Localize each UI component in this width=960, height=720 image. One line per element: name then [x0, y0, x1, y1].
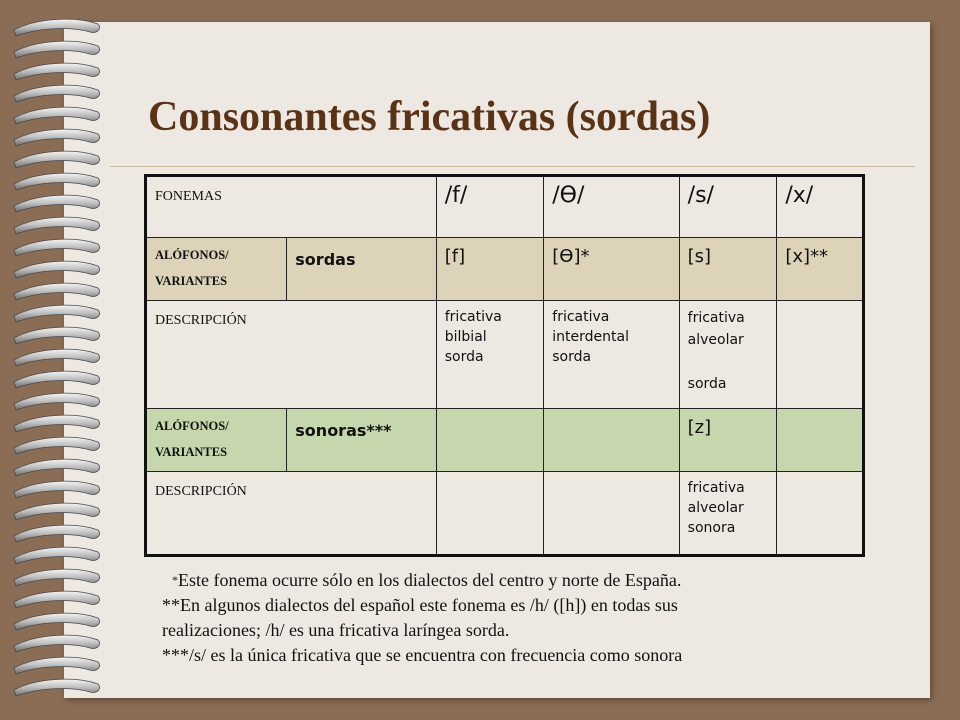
title-divider	[110, 166, 915, 167]
desc-line: alveolar	[687, 500, 744, 516]
desc-line: bilbial	[444, 329, 487, 345]
alofono-cell	[436, 409, 544, 472]
descripcion-cell	[679, 301, 777, 409]
footnote-1	[162, 568, 922, 593]
alofono-cell	[777, 409, 864, 472]
sordas-label: sordas	[287, 238, 436, 301]
table-row-alofonos-sonoras	[146, 409, 864, 472]
alofono-cell: [ϴ]*	[544, 238, 679, 301]
fonema-cell: /f/	[436, 176, 544, 238]
alofonos-label-line2: VARIANTES	[155, 445, 228, 459]
footnotes	[162, 568, 922, 668]
desc-line: sorda	[552, 349, 592, 365]
footnote-2-line2: realizaciones; /h/ es una fricativa laríngea sorda.	[162, 620, 510, 640]
desc-line: fricativa	[687, 310, 745, 326]
alofonos-label-line1: ALÓFONOS/	[155, 419, 229, 433]
spiral-ring	[14, 217, 100, 234]
empty-cell	[436, 472, 544, 556]
descripcion-label: DESCRIPCIÓN	[146, 472, 437, 556]
fonema-cell: /s/	[679, 176, 777, 238]
alofonos-label-line2: VARIANTES	[155, 274, 228, 288]
spiral-ring	[14, 569, 100, 586]
desc-line: fricativa	[687, 480, 745, 496]
spiral-ring	[14, 107, 100, 124]
alofono-cell: [x]**	[777, 238, 864, 301]
table-row-alofonos-sordas	[146, 238, 864, 301]
spiral-ring	[14, 261, 100, 278]
alofono-cell: [f]	[436, 238, 544, 301]
spiral-ring	[14, 85, 100, 102]
slide-title: Consonantes fricativas (sordas)	[148, 94, 711, 140]
spiral-ring	[14, 195, 100, 212]
spiral-ring	[14, 63, 100, 80]
spiral-ring	[14, 129, 100, 146]
spiral-ring	[14, 613, 100, 630]
spiral-ring	[14, 371, 100, 388]
footnote-star: *	[172, 573, 178, 587]
alofono-cell: [z]	[679, 409, 777, 472]
spiral-ring	[14, 19, 100, 36]
descripcion-cell	[436, 301, 544, 409]
fonema-cell: /ϴ/	[544, 176, 679, 238]
alofonos-label	[146, 238, 287, 301]
sonoras-label: sonoras***	[287, 409, 436, 472]
spiral-ring	[14, 657, 100, 674]
alofono-cell: [s]	[679, 238, 777, 301]
spiral-ring	[14, 151, 100, 168]
desc-line: sonora	[687, 520, 736, 536]
descripcion-cell	[679, 472, 777, 556]
table-row-descripcion-sordas	[146, 301, 864, 409]
desc-line: interdental	[552, 329, 629, 345]
spiral-ring	[14, 415, 100, 432]
table-row-descripcion-sonoras	[146, 472, 864, 556]
spiral-ring	[14, 547, 100, 564]
footnote-1-text: Este fonema ocurre sólo en los dialectos del centro y norte de España.	[178, 570, 682, 590]
alofonos-label-line1: ALÓFONOS/	[155, 248, 229, 262]
descripcion-label: DESCRIPCIÓN	[146, 301, 437, 409]
alofono-cell	[544, 409, 679, 472]
desc-line: fricativa	[444, 309, 502, 325]
table-row-fonemas	[146, 176, 864, 238]
spiral-ring	[14, 305, 100, 322]
spiral-binding	[6, 18, 106, 708]
spiral-ring	[14, 327, 100, 344]
spiral-ring	[14, 349, 100, 366]
fricatives-table	[144, 174, 865, 557]
descripcion-cell	[544, 301, 679, 409]
spiral-ring	[14, 437, 100, 454]
fonema-cell: /x/	[777, 176, 864, 238]
desc-line: alveolar	[687, 332, 744, 348]
spiral-ring	[14, 525, 100, 542]
empty-cell	[544, 472, 679, 556]
footnote-2-line1: **En algunos dialectos del español este fonema es /h/ ([h]) en todas sus	[162, 595, 678, 615]
desc-line: fricativa	[552, 309, 610, 325]
spiral-ring	[14, 503, 100, 520]
footnote-3: ***/s/ es la única fricativa que se encuentra con frecuencia como sonora	[162, 645, 683, 665]
spiral-ring	[14, 635, 100, 652]
spiral-ring	[14, 393, 100, 410]
desc-line: sorda	[687, 376, 727, 392]
spiral-ring	[14, 481, 100, 498]
desc-line: sorda	[444, 349, 484, 365]
spiral-ring	[14, 283, 100, 300]
fonemas-label: FONEMAS	[146, 176, 437, 238]
spiral-ring	[14, 41, 100, 58]
desc-spacer	[688, 351, 769, 373]
spiral-ring	[14, 591, 100, 608]
spiral-ring	[14, 459, 100, 476]
spiral-ring	[14, 239, 100, 256]
spiral-ring	[14, 173, 100, 190]
empty-cell	[777, 472, 864, 556]
alofonos-label	[146, 409, 287, 472]
empty-cell	[777, 301, 864, 409]
spiral-ring	[14, 679, 100, 696]
